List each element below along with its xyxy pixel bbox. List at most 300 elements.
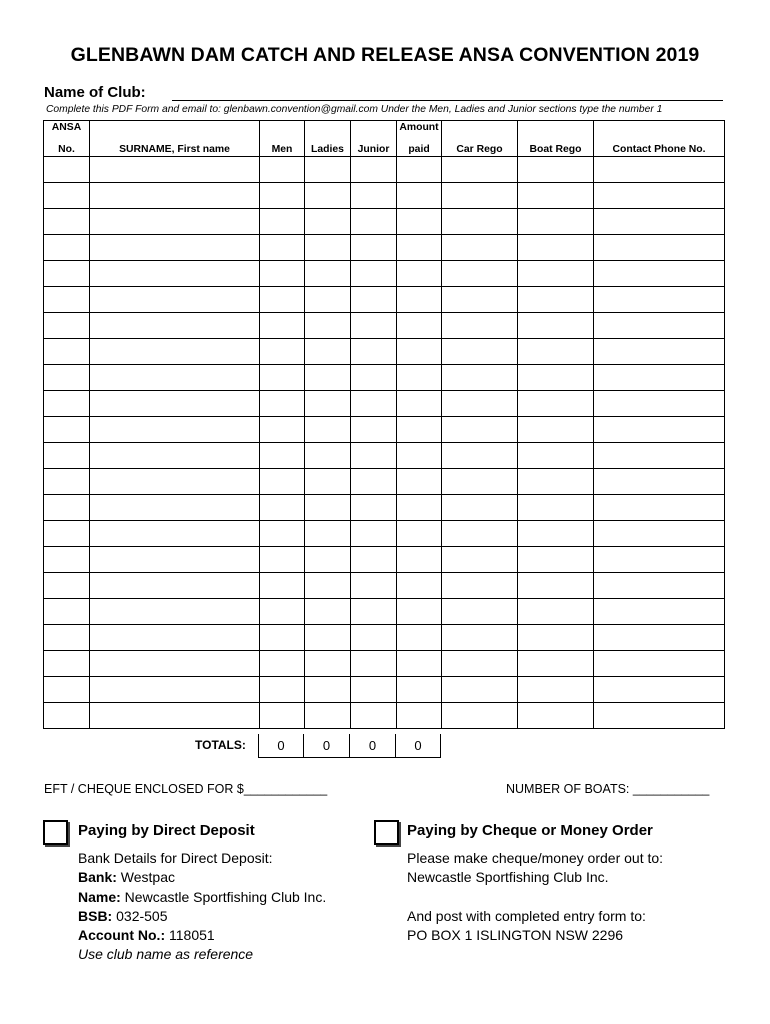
boat-rego-input[interactable] [518,521,593,546]
surname-input[interactable] [90,599,259,624]
ladies-input[interactable] [305,547,350,572]
surname-input[interactable] [90,287,259,312]
ansa-no-input[interactable] [44,313,89,338]
car-rego-input[interactable] [442,183,517,208]
junior-input[interactable] [351,651,396,676]
ladies-input[interactable] [305,573,350,598]
amount-paid-input[interactable] [397,703,441,728]
amount-paid-input[interactable] [397,261,441,286]
ansa-no-input[interactable] [44,651,89,676]
ladies-input[interactable] [305,651,350,676]
amount-paid-input[interactable] [397,573,441,598]
surname-input[interactable] [90,209,259,234]
car-rego-input[interactable] [442,651,517,676]
cell-ansa-no [44,547,90,573]
surname-input[interactable] [90,521,259,546]
cell-men [260,495,305,521]
men-input[interactable] [260,339,304,364]
cell-amount-paid [397,573,442,599]
junior-input[interactable] [351,183,396,208]
cell-boat-rego [518,287,594,313]
post-instruction: And post with completed entry form to: [407,907,646,924]
club-name-field[interactable] [172,100,723,101]
cell-men [260,651,305,677]
men-input[interactable] [260,573,304,598]
cell-surname [90,443,260,469]
ansa-no-input[interactable] [44,521,89,546]
cell-car-rego [442,313,518,339]
contact-phone-input[interactable] [594,339,724,364]
amount-paid-input[interactable] [397,417,441,442]
junior-input[interactable] [351,469,396,494]
cheque-details [407,849,663,945]
junior-input[interactable] [351,599,396,624]
header-ladies: Ladies [305,121,351,157]
direct-deposit-details [78,849,326,965]
table-row [44,157,725,183]
amount-paid-input[interactable] [397,677,441,702]
ansa-no-input[interactable] [44,625,89,650]
junior-input[interactable] [351,235,396,260]
junior-input[interactable] [351,703,396,728]
cell-ansa-no [44,625,90,651]
ansa-no-input[interactable] [44,599,89,624]
ladies-input[interactable] [305,157,350,182]
car-rego-input[interactable] [442,521,517,546]
boat-rego-input[interactable] [518,469,593,494]
cell-men [260,157,305,183]
boat-rego-input[interactable] [518,287,593,312]
contact-phone-input[interactable] [594,469,724,494]
cell-ansa-no [44,573,90,599]
men-input[interactable] [260,313,304,338]
table-row [44,599,725,625]
eft-cheque-field[interactable] [44,782,327,796]
surname-input[interactable] [90,573,259,598]
ladies-input[interactable] [305,209,350,234]
cell-junior [351,157,397,183]
cell-junior [351,391,397,417]
contact-phone-input[interactable] [594,703,724,728]
ansa-no-input[interactable] [44,183,89,208]
contact-phone-input[interactable] [594,443,724,468]
cell-men [260,209,305,235]
junior-input[interactable] [351,495,396,520]
car-rego-input[interactable] [442,703,517,728]
ansa-no-input[interactable] [44,469,89,494]
car-rego-input[interactable] [442,157,517,182]
cell-contact-phone [594,183,725,209]
cell-amount-paid [397,339,442,365]
ansa-no-input[interactable] [44,703,89,728]
boat-rego-input[interactable] [518,443,593,468]
cell-car-rego [442,625,518,651]
contact-phone-input[interactable] [594,365,724,390]
table-row [44,391,725,417]
cell-ladies [305,391,351,417]
cell-amount-paid [397,547,442,573]
surname-input[interactable] [90,157,259,182]
cell-ansa-no [44,235,90,261]
cell-amount-paid [397,183,442,209]
cell-contact-phone [594,599,725,625]
car-rego-input[interactable] [442,339,517,364]
contact-phone-input[interactable] [594,495,724,520]
surname-input[interactable] [90,469,259,494]
junior-input[interactable] [351,573,396,598]
boat-rego-input[interactable] [518,339,593,364]
boat-rego-input[interactable] [518,417,593,442]
ladies-input[interactable] [305,261,350,286]
table-row [44,703,725,729]
car-rego-input[interactable] [442,313,517,338]
cell-boat-rego [518,261,594,287]
amount-paid-input[interactable] [397,157,441,182]
number-of-boats-blank[interactable]: ___________ [632,782,710,796]
contact-phone-input[interactable] [594,417,724,442]
contact-phone-input[interactable] [594,651,724,676]
cell-boat-rego [518,625,594,651]
boat-rego-input[interactable] [518,599,593,624]
cell-car-rego [442,287,518,313]
amount-paid-input[interactable] [397,547,441,572]
ladies-input[interactable] [305,417,350,442]
car-rego-input[interactable] [442,495,517,520]
men-input[interactable] [260,651,304,676]
cell-contact-phone [594,339,725,365]
surname-input[interactable] [90,417,259,442]
cell-ansa-no [44,417,90,443]
surname-input[interactable] [90,183,259,208]
men-input[interactable] [260,157,304,182]
car-rego-input[interactable] [442,469,517,494]
cell-surname [90,417,260,443]
cell-contact-phone [594,391,725,417]
table-row [44,469,725,495]
amount-paid-input[interactable] [397,625,441,650]
surname-input[interactable] [90,391,259,416]
car-rego-input[interactable] [442,443,517,468]
cheque-checkbox[interactable] [374,820,399,845]
cell-junior [351,703,397,729]
ladies-input[interactable] [305,495,350,520]
ladies-input[interactable] [305,391,350,416]
ansa-no-input[interactable] [44,547,89,572]
surname-input[interactable] [90,547,259,572]
junior-input[interactable] [351,339,396,364]
contact-phone-input[interactable] [594,599,724,624]
car-rego-input[interactable] [442,599,517,624]
cell-amount-paid [397,235,442,261]
car-rego-input[interactable] [442,365,517,390]
ansa-no-input[interactable] [44,235,89,260]
cell-junior [351,443,397,469]
boat-rego-input[interactable] [518,651,593,676]
ansa-no-input[interactable] [44,157,89,182]
men-input[interactable] [260,365,304,390]
cell-ladies [305,625,351,651]
cell-surname [90,573,260,599]
junior-input[interactable] [351,677,396,702]
ansa-no-input[interactable] [44,339,89,364]
cell-ansa-no [44,339,90,365]
cell-boat-rego [518,677,594,703]
junior-input[interactable] [351,443,396,468]
ladies-input[interactable] [305,235,350,260]
boat-rego-input[interactable] [518,573,593,598]
contact-phone-input[interactable] [594,677,724,702]
men-input[interactable] [260,287,304,312]
boat-rego-input[interactable] [518,547,593,572]
contact-phone-input[interactable] [594,547,724,572]
ladies-input[interactable] [305,287,350,312]
amount-paid-input[interactable] [397,339,441,364]
junior-input[interactable] [351,313,396,338]
amount-paid-input[interactable] [397,209,441,234]
cell-contact-phone [594,677,725,703]
men-input[interactable] [260,235,304,260]
ansa-no-input[interactable] [44,391,89,416]
men-input[interactable] [260,443,304,468]
table-row [44,417,725,443]
car-rego-input[interactable] [442,677,517,702]
car-rego-input[interactable] [442,573,517,598]
car-rego-input[interactable] [442,209,517,234]
men-input[interactable] [260,703,304,728]
cell-boat-rego [518,209,594,235]
contact-phone-input[interactable] [594,573,724,598]
cell-boat-rego [518,183,594,209]
amount-paid-input[interactable] [397,235,441,260]
ladies-input[interactable] [305,339,350,364]
surname-input[interactable] [90,625,259,650]
surname-input[interactable] [90,313,259,338]
amount-paid-input[interactable] [397,599,441,624]
contact-phone-input[interactable] [594,235,724,260]
junior-input[interactable] [351,391,396,416]
cell-contact-phone [594,651,725,677]
cell-men [260,573,305,599]
surname-input[interactable] [90,703,259,728]
amount-paid-input[interactable] [397,521,441,546]
cell-men [260,547,305,573]
car-rego-input[interactable] [442,417,517,442]
ansa-no-input[interactable] [44,209,89,234]
cell-boat-rego [518,417,594,443]
cell-junior [351,313,397,339]
cell-boat-rego [518,443,594,469]
ansa-no-input[interactable] [44,287,89,312]
junior-input[interactable] [351,521,396,546]
boat-rego-input[interactable] [518,235,593,260]
number-of-boats-field[interactable] [506,782,709,796]
contact-phone-input[interactable] [594,313,724,338]
ladies-input[interactable] [305,313,350,338]
boat-rego-input[interactable] [518,261,593,286]
surname-input[interactable] [90,443,259,468]
account-name-line: Name: Newcastle Sportfishing Club Inc. [78,888,327,905]
surname-input[interactable] [90,365,259,390]
cell-boat-rego [518,469,594,495]
men-input[interactable] [260,495,304,520]
total-ladies[interactable]: 0 [304,734,350,758]
men-input[interactable] [260,417,304,442]
men-input[interactable] [260,391,304,416]
post-address: PO BOX 1 ISLINGTON NSW 2296 [407,927,624,944]
contact-phone-input[interactable] [594,521,724,546]
cell-boat-rego [518,365,594,391]
boat-rego-input[interactable] [518,495,593,520]
surname-input[interactable] [90,651,259,676]
total-men[interactable]: 0 [259,734,304,758]
eft-cheque-blank[interactable]: ____________ [243,782,328,796]
ansa-no-input[interactable] [44,495,89,520]
men-input[interactable] [260,261,304,286]
ladies-input[interactable] [305,521,350,546]
cell-car-rego [442,521,518,547]
men-input[interactable] [260,469,304,494]
ladies-input[interactable] [305,677,350,702]
contact-phone-input[interactable] [594,391,724,416]
junior-input[interactable] [351,261,396,286]
cell-junior [351,495,397,521]
junior-input[interactable] [351,157,396,182]
cell-junior [351,625,397,651]
cell-boat-rego [518,157,594,183]
surname-input[interactable] [90,339,259,364]
cell-car-rego [442,365,518,391]
cell-ladies [305,183,351,209]
cell-amount-paid [397,443,442,469]
surname-input[interactable] [90,261,259,286]
car-rego-input[interactable] [442,625,517,650]
men-input[interactable] [260,677,304,702]
direct-deposit-checkbox[interactable] [43,820,68,845]
cell-boat-rego [518,235,594,261]
bank-line: Bank: Westpac [78,869,176,886]
cell-car-rego [442,261,518,287]
junior-input[interactable] [351,625,396,650]
table-row [44,443,725,469]
cell-ansa-no [44,703,90,729]
junior-input[interactable] [351,209,396,234]
surname-input[interactable] [90,677,259,702]
cell-ladies [305,209,351,235]
car-rego-input[interactable] [442,261,517,286]
ansa-no-input[interactable] [44,677,89,702]
boat-rego-input[interactable] [518,703,593,728]
boat-rego-input[interactable] [518,365,593,390]
boat-rego-input[interactable] [518,391,593,416]
cell-surname [90,157,260,183]
boat-rego-input[interactable] [518,677,593,702]
surname-input[interactable] [90,495,259,520]
amount-paid-input[interactable] [397,313,441,338]
cell-men [260,443,305,469]
junior-input[interactable] [351,287,396,312]
surname-input[interactable] [90,235,259,260]
cell-contact-phone [594,313,725,339]
total-amount[interactable]: 0 [396,734,441,758]
boat-rego-input[interactable] [518,209,593,234]
cell-boat-rego [518,651,594,677]
ansa-no-input[interactable] [44,443,89,468]
junior-input[interactable] [351,547,396,572]
cell-surname [90,391,260,417]
men-input[interactable] [260,599,304,624]
men-input[interactable] [260,547,304,572]
contact-phone-input[interactable] [594,157,724,182]
amount-paid-input[interactable] [397,495,441,520]
cell-men [260,625,305,651]
cell-car-rego [442,443,518,469]
amount-paid-input[interactable] [397,651,441,676]
boat-rego-input[interactable] [518,625,593,650]
bank-details-intro: Bank Details for Direct Deposit: [78,850,273,866]
cell-car-rego [442,573,518,599]
ansa-no-input[interactable] [44,365,89,390]
contact-phone-input[interactable] [594,287,724,312]
boat-rego-input[interactable] [518,183,593,208]
car-rego-input[interactable] [442,391,517,416]
car-rego-input[interactable] [442,287,517,312]
amount-paid-input[interactable] [397,469,441,494]
cell-boat-rego [518,313,594,339]
ansa-no-input[interactable] [44,417,89,442]
contact-phone-input[interactable] [594,183,724,208]
amount-paid-input[interactable] [397,443,441,468]
ladies-input[interactable] [305,443,350,468]
men-input[interactable] [260,209,304,234]
cell-car-rego [442,417,518,443]
boat-rego-input[interactable] [518,157,593,182]
ladies-input[interactable] [305,365,350,390]
ladies-input[interactable] [305,625,350,650]
boat-rego-input[interactable] [518,313,593,338]
men-input[interactable] [260,183,304,208]
ladies-input[interactable] [305,599,350,624]
amount-paid-input[interactable] [397,287,441,312]
amount-paid-input[interactable] [397,183,441,208]
header-contact-phone: Contact Phone No. [594,121,725,157]
contact-phone-input[interactable] [594,261,724,286]
cell-surname [90,495,260,521]
cell-amount-paid [397,495,442,521]
contact-phone-input[interactable] [594,209,724,234]
total-junior[interactable]: 0 [350,734,396,758]
ansa-no-input[interactable] [44,573,89,598]
car-rego-input[interactable] [442,547,517,572]
table-row [44,235,725,261]
contact-phone-input[interactable] [594,625,724,650]
amount-paid-input[interactable] [397,391,441,416]
junior-input[interactable] [351,417,396,442]
men-input[interactable] [260,521,304,546]
table-row [44,495,725,521]
amount-paid-input[interactable] [397,365,441,390]
ladies-input[interactable] [305,183,350,208]
cell-men [260,365,305,391]
cell-ansa-no [44,365,90,391]
men-input[interactable] [260,625,304,650]
cell-amount-paid [397,625,442,651]
car-rego-input[interactable] [442,235,517,260]
ladies-input[interactable] [305,703,350,728]
ansa-no-input[interactable] [44,261,89,286]
ladies-input[interactable] [305,469,350,494]
junior-input[interactable] [351,365,396,390]
cell-junior [351,651,397,677]
